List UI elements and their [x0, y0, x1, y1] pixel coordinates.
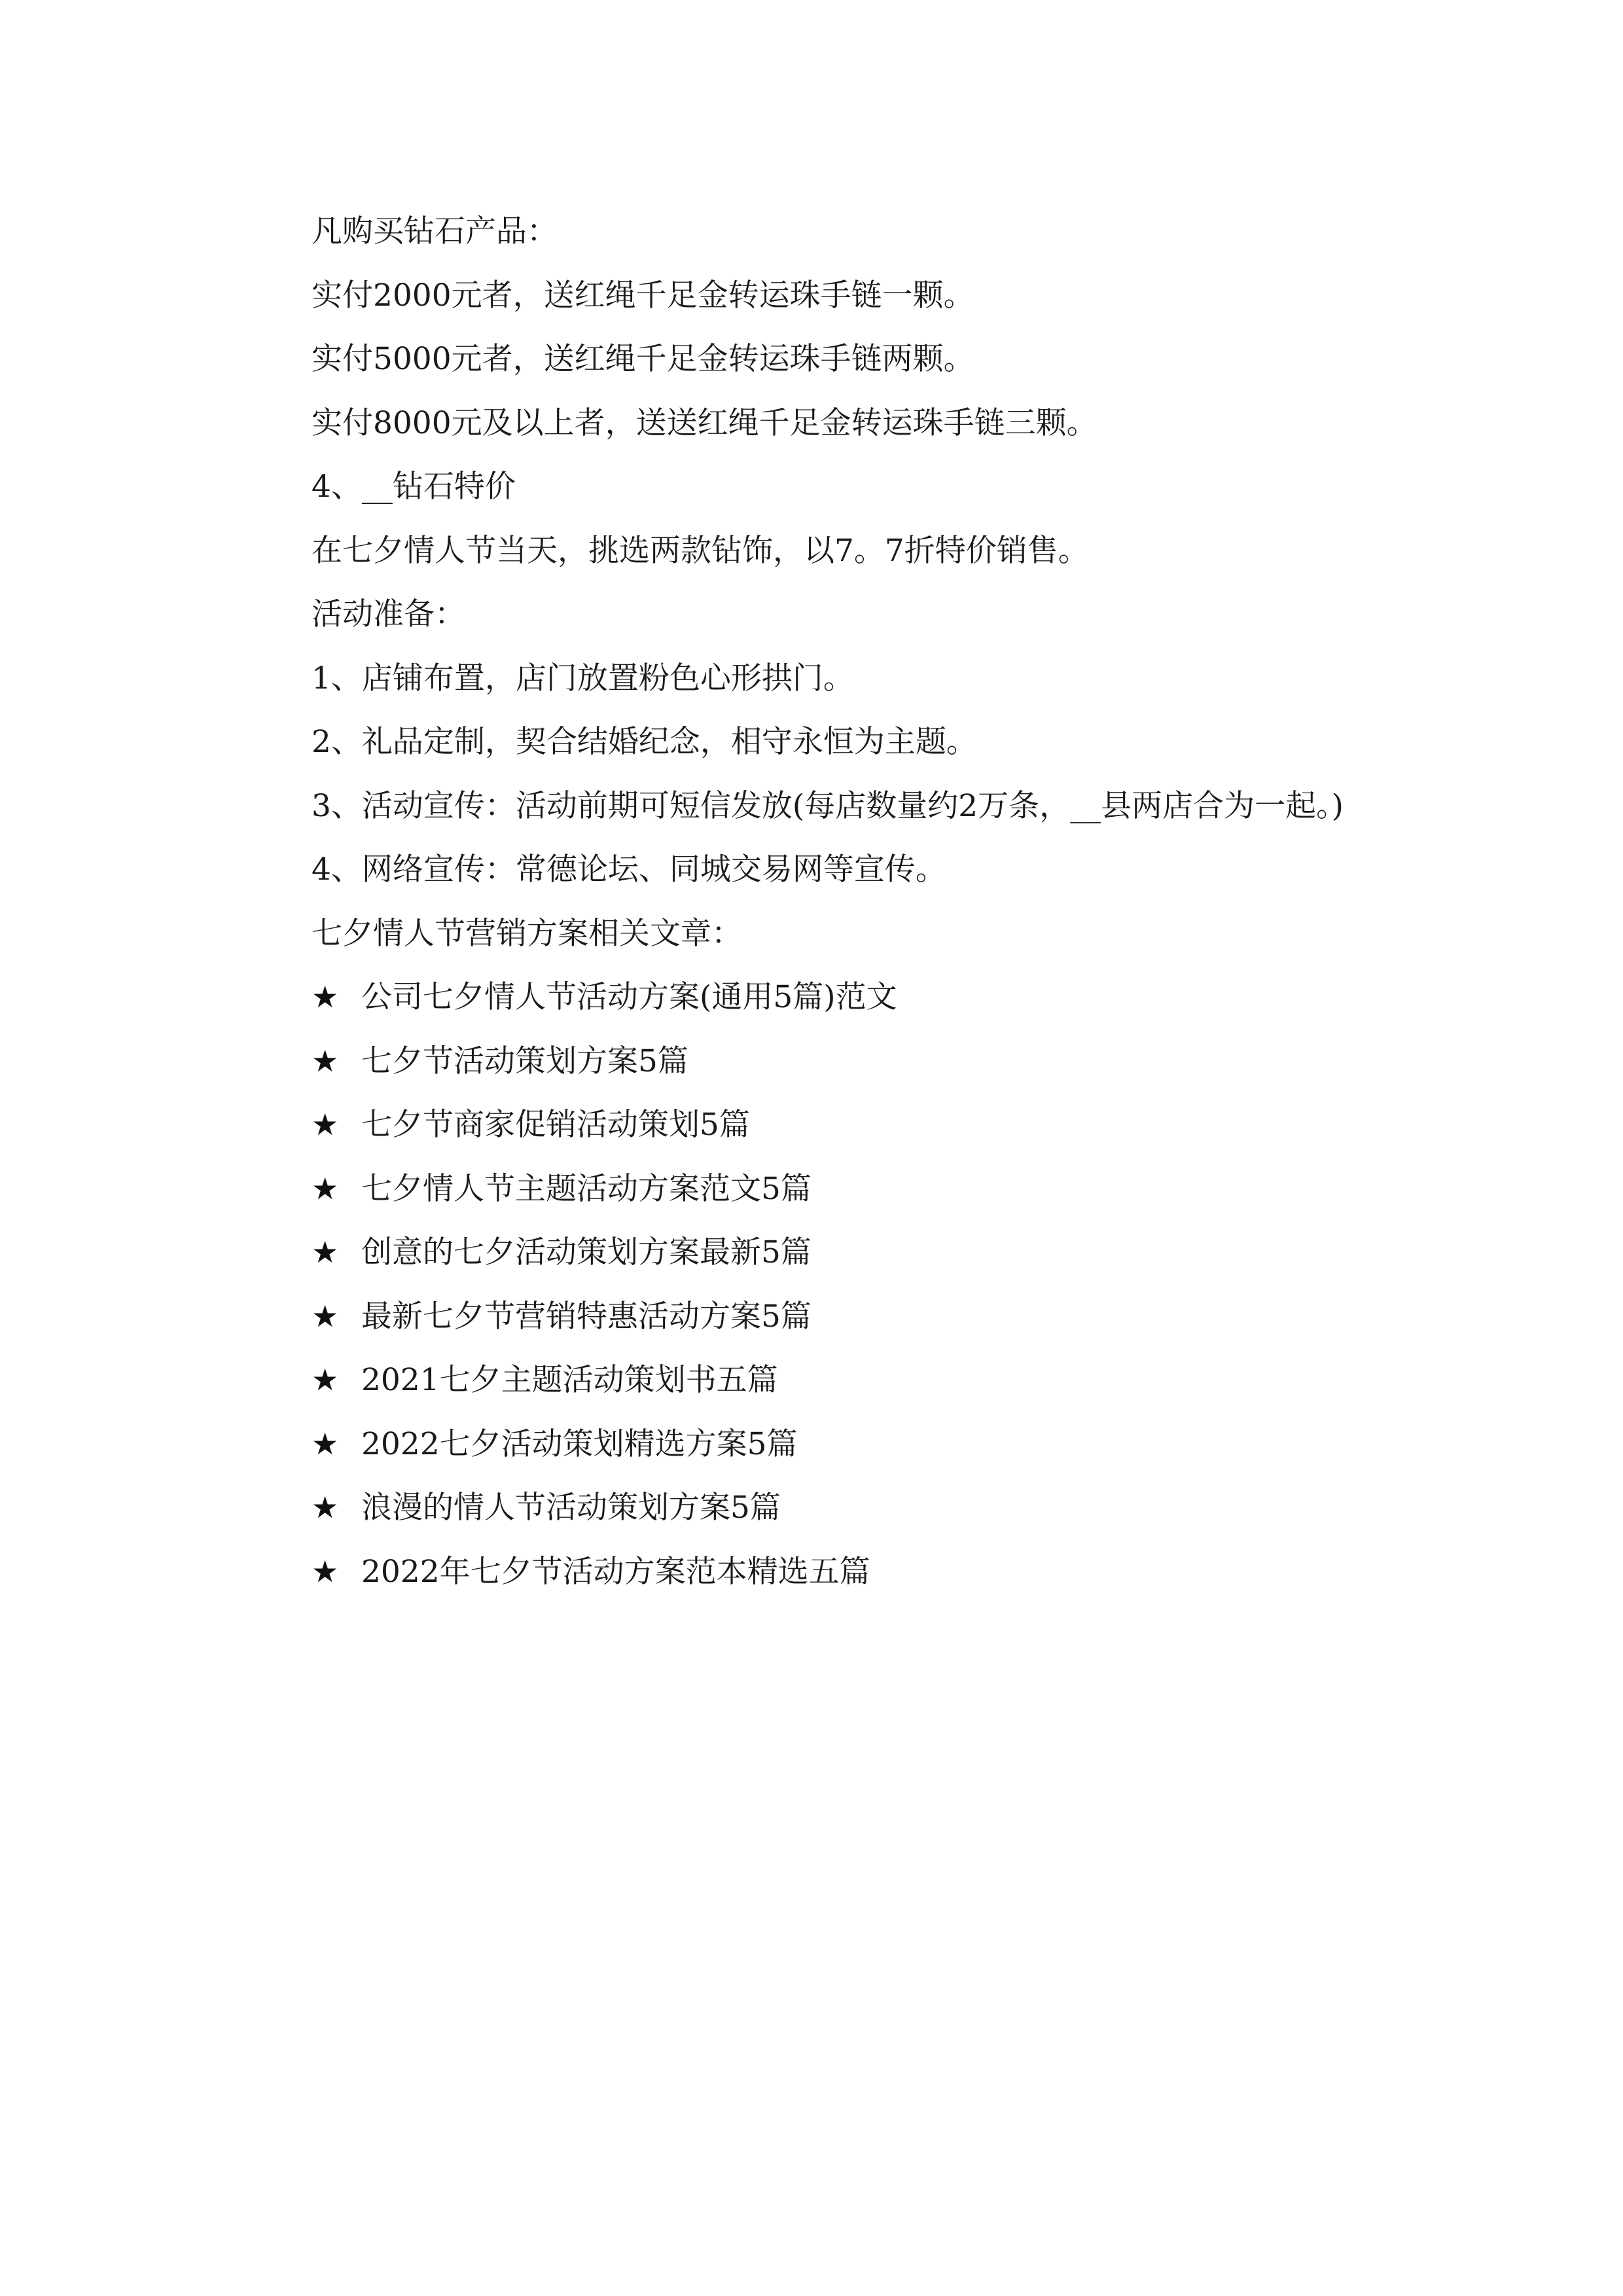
star-icon: ★ [312, 1234, 339, 1270]
related-article-title: 浪漫的情人节活动策划方案5篇 [361, 1490, 781, 1526]
document-body [247, 200, 1386, 1604]
star-icon: ★ [312, 1170, 339, 1206]
related-article-link[interactable] [247, 1540, 1386, 1604]
related-article-link[interactable] [247, 1030, 1386, 1094]
section-heading-preparation: 活动准备： [312, 596, 465, 632]
related-articles-heading: 七夕情人节营销方案相关文章： [312, 915, 742, 952]
paragraph-special-price: 在七夕情人节当天，挑选两款钻饰，以7。7折特价销售。 [312, 532, 1089, 569]
related-article-title: 创意的七夕活动策划方案最新5篇 [361, 1234, 812, 1270]
star-icon: ★ [312, 1362, 339, 1397]
related-article-link[interactable] [247, 1476, 1386, 1540]
star-icon: ★ [312, 1043, 339, 1079]
related-article-title: 七夕节活动策划方案5篇 [361, 1043, 688, 1079]
related-article-link[interactable] [247, 1348, 1386, 1412]
related-article-title: 七夕节商家促销活动策划5篇 [361, 1107, 750, 1143]
paragraph-online-promotion: 4、网络宣传：常德论坛、同城交易网等宣传。 [312, 852, 946, 888]
related-article-title: 最新七夕节营销特惠活动方案5篇 [361, 1298, 812, 1335]
related-article-title: 2021七夕主题活动策划书五篇 [361, 1362, 778, 1398]
paragraph-store-layout: 1、店铺布置，店门放置粉色心形拱门。 [312, 660, 854, 696]
paragraph-tier-8000: 实付8000元及以上者，送送红绳千足金转运珠手链三颗。 [312, 404, 1097, 441]
section-heading-diamond-special: 4、__钻石特价 [312, 469, 516, 505]
paragraph-tier-2000: 实付2000元者，送红绳千足金转运珠手链一颗。 [312, 277, 974, 314]
star-icon: ★ [312, 1553, 339, 1589]
related-article-link[interactable] [247, 965, 1386, 1030]
star-icon: ★ [312, 1490, 339, 1525]
related-article-link[interactable] [247, 1157, 1386, 1221]
related-articles-list [247, 965, 1386, 1604]
related-article-title: 2022七夕活动策划精选方案5篇 [361, 1426, 798, 1462]
related-article-link[interactable] [247, 1221, 1386, 1285]
star-icon: ★ [312, 1107, 339, 1142]
star-icon: ★ [312, 1426, 339, 1462]
related-article-link[interactable] [247, 1093, 1386, 1157]
paragraph-tier-5000: 实付5000元者，送红绳千足金转运珠手链两颗。 [312, 341, 974, 377]
related-article-title: 2022年七夕节活动方案范本精选五篇 [361, 1553, 870, 1590]
related-article-link[interactable] [247, 1285, 1386, 1349]
star-icon: ★ [312, 1298, 339, 1334]
star-icon: ★ [312, 979, 339, 1014]
paragraph-diamond-purchase: 凡购买钻石产品： [312, 213, 558, 249]
related-article-title: 公司七夕情人节活动方案(通用5篇)范文 [361, 979, 897, 1015]
related-article-link[interactable] [247, 1412, 1386, 1477]
paragraph-promotion: 3、活动宣传：活动前期可短信发放(每店数量约2万条，__县两店合为一起。) [312, 787, 1344, 824]
paragraph-gift-customization: 2、礼品定制，契合结婚纪念，相守永恒为主题。 [312, 724, 977, 760]
related-article-title: 七夕情人节主题活动方案范文5篇 [361, 1170, 812, 1207]
